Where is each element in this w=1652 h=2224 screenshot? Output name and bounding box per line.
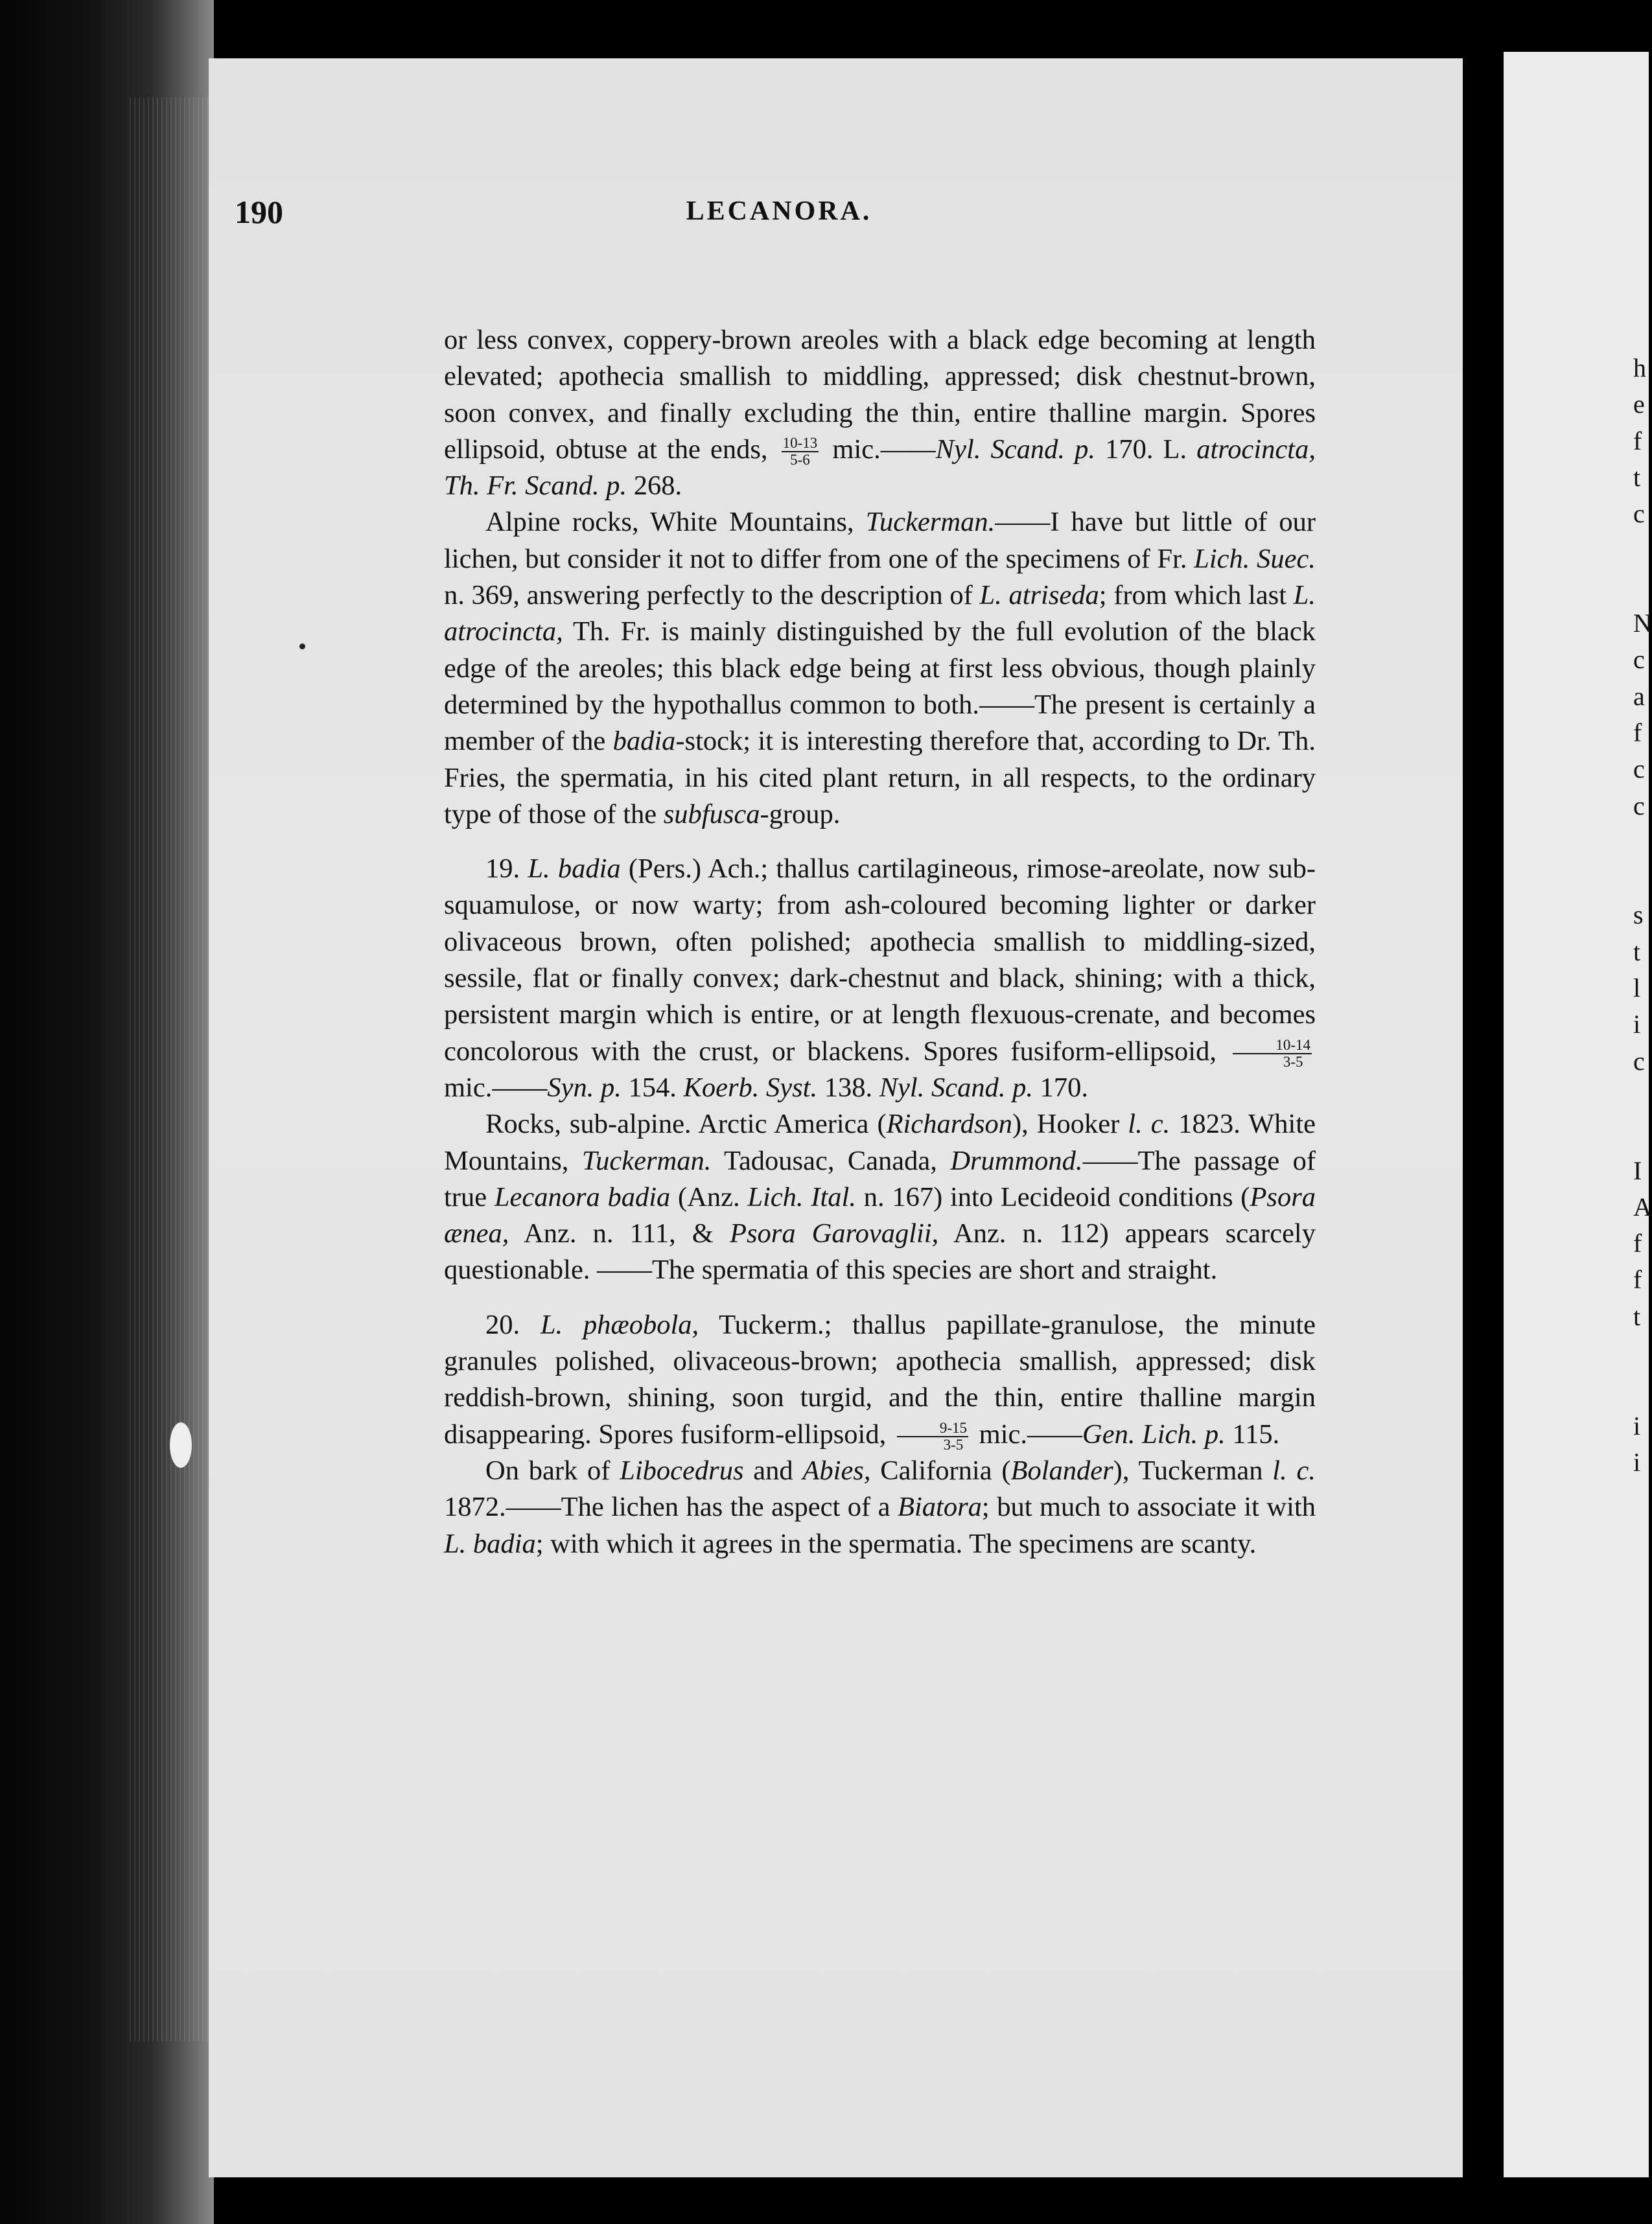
italic-text: Abies,	[802, 1455, 871, 1486]
italic-text: Bolander	[1010, 1455, 1113, 1486]
italic-text: Drummond.	[950, 1145, 1083, 1176]
page-number: 190	[235, 194, 283, 230]
running-head	[235, 193, 1323, 238]
italic-text: Psora ænea,	[444, 1181, 1316, 1249]
italic-text: Libocedrus	[620, 1455, 744, 1486]
facing-page-letter	[1633, 1080, 1652, 1116]
italic-text: Nyl. Scand. p.	[879, 1072, 1033, 1103]
facing-page-letter: c	[1633, 645, 1645, 675]
facing-page-edge	[1504, 52, 1649, 2177]
facing-page-letter: t	[1633, 936, 1641, 966]
facing-page-letter: f	[1633, 1229, 1642, 1258]
facing-page-letter: f	[1633, 1265, 1642, 1295]
italic-text: subfusca	[663, 798, 760, 829]
italic-text: L. atrocincta,	[444, 580, 1316, 647]
facing-page-letter: A	[1633, 1192, 1652, 1222]
facing-page-letter: h	[1633, 353, 1646, 382]
facing-page-letter: c	[1633, 791, 1645, 820]
facing-page-letter: N	[1633, 608, 1652, 638]
spore-size-fraction: $\frac{10-14}{3-5}$	[1233, 1037, 1312, 1070]
italic-text: badia	[612, 726, 676, 757]
italic-text: atrocincta, Th. Fr. Scand. p.	[444, 434, 1316, 502]
facing-page-letter	[1633, 1371, 1652, 1407]
italic-text: L. phæobola,	[540, 1309, 699, 1340]
facing-page-letter: c	[1633, 754, 1645, 784]
italic-text: Gen. Lich. p.	[1082, 1419, 1226, 1450]
facing-page-letter: s	[1633, 900, 1644, 930]
facing-page-letter: c	[1633, 1046, 1645, 1076]
facing-page-letters	[1633, 350, 1652, 1481]
italic-text: Lich. Suec.	[1194, 543, 1316, 574]
paragraph: 20. L. phæobola, Tuckerm.; thallus papillate-granulose, the minute granules polished, olivaceous-brown; apothecia smallish, appressed; disk reddish-brown, shining, soon turgid, and the thin, entire thalline margin disappearing. Spores fusiform-ellipsoid, $\frac{9-15}{3-5}$ mic.——Gen. Lich. p. 115.	[444, 1309, 1316, 1453]
facing-page-letter	[1633, 569, 1652, 605]
paragraph: Rocks, sub-alpine. Arctic America (Richardson), Hooker l. c. 1823. White Mountains, Tuckerman. Tadousac, Canada, Drummond.——The passage of true Lecanora badia (Anz. Lich. Ital. n. 167) into Lecideoid conditions (Psora ænea, Anz. n. 111, & Psora Garovaglii, Anz. n. 112) appears scarcely questionable. ——The spermatia of this species are short and straight.	[444, 1109, 1316, 1286]
running-head-title: LECANORA.	[686, 196, 872, 226]
facing-page-letter	[1633, 532, 1652, 568]
italic-text: l. c.	[1128, 1109, 1170, 1140]
italic-text: Syn. p.	[547, 1072, 622, 1103]
facing-page-letter: I	[1633, 1155, 1642, 1185]
facing-page-letter	[1633, 824, 1652, 861]
page-edges	[130, 97, 214, 2041]
facing-page-letter: t	[1633, 462, 1641, 492]
facing-page-letter	[1633, 1116, 1652, 1152]
italic-text: Nyl. Scand. p.	[935, 434, 1095, 465]
paragraph: Alpine rocks, White Mountains, Tuckerman.——I have but little of our lichen, but consider it not to differ from one of the specimens of Fr. Lich. Suec. n. 369, answering perfectly to the description of L. atriseda; from which last L. atrocincta, Th. Fr. is mainly distinguished by the full evolution of the black edge of the areoles; this black edge being at first less obvious, though plainly determined by the hypothallus common to both.——The present is certainly a member of the badia-stock; it is interesting therefore that, according to Dr. Th. Fries, the spermatia, in his cited plant return, in all respects, to the ordinary type of those of the subfusca-group.	[444, 507, 1316, 829]
facing-page-letter: i	[1633, 1447, 1641, 1477]
italic-text: Tuckerman.	[865, 507, 995, 538]
italic-text: L. badia	[444, 1528, 536, 1559]
spore-size-fraction: $\frac{10-13}{5-6}$	[782, 435, 818, 469]
facing-page-letter	[1633, 1335, 1652, 1371]
italic-text: L. atriseda	[979, 580, 1099, 611]
speck-mark	[170, 1422, 192, 1468]
facing-page-letter: c	[1633, 499, 1645, 529]
spore-size-fraction: $\frac{9-15}{3-5}$	[897, 1420, 968, 1453]
paragraph: or less convex, coppery-brown areoles with a black edge becoming at length elevated; apothecia smallish to middling, appressed; disk chestnut-brown, soon convex, and finally excluding the thin, entire thalline margin. Spores ellipsoid, obtuse at the ends, $\frac{10-13}{5-6}$ mic.——Nyl. Scand. p. 170. L. atrocincta, Th. Fr. Scand. p. 268.	[444, 325, 1316, 502]
facing-page-letter: f	[1633, 717, 1642, 747]
italic-text: Koerb. Syst.	[683, 1072, 818, 1103]
facing-page-letter	[1633, 861, 1652, 897]
facing-page-letter: i	[1633, 1411, 1641, 1441]
facing-page-letter: t	[1633, 1301, 1641, 1331]
facing-page-letter: e	[1633, 389, 1645, 419]
italic-text: l. c.	[1272, 1455, 1316, 1486]
italic-text: Lecanora badia	[494, 1181, 671, 1212]
italic-text: Biatora	[898, 1492, 982, 1523]
italic-text: Tuckerman.	[581, 1145, 712, 1176]
italic-text: Psora Garovaglii,	[730, 1218, 939, 1249]
italic-text: Richardson	[886, 1109, 1012, 1140]
body-text	[444, 322, 1316, 1562]
facing-page-letter: l	[1633, 973, 1641, 1003]
facing-page-letter: a	[1633, 681, 1645, 711]
paragraph: 19. L. badia (Pers.) Ach.; thallus cartilagineous, rimose-areolate, now sub-squamulose, or now warty; from ash-coloured becoming lighter or darker olivaceous brown, often polished; apothecia smallish to middling-sized, sessile, flat or finally convex; dark-chestnut and black, shining; with a thick, persistent margin which is entire, or at length flexuous-crenate, and becomes concolorous with the crust, or blackens. Spores fusiform-ellipsoid, $\frac{10-14}{3-5}$ mic.——Syn. p. 154. Koerb. Syst. 138. Nyl. Scand. p. 170.	[444, 853, 1316, 1103]
italic-text: Lich. Ital.	[747, 1181, 856, 1212]
italic-text: L. badia	[528, 853, 621, 885]
paragraph: On bark of Libocedrus and Abies, California (Bolander), Tuckerman l. c. 1872.——The lichen has the aspect of a Biatora; but much to associate it with L. badia; with which it agrees in the spermatia. The specimens are scanty.	[444, 1455, 1316, 1559]
facing-page-letter: f	[1633, 426, 1642, 456]
facing-page-letter: i	[1633, 1010, 1641, 1039]
speck-mark	[299, 643, 305, 649]
